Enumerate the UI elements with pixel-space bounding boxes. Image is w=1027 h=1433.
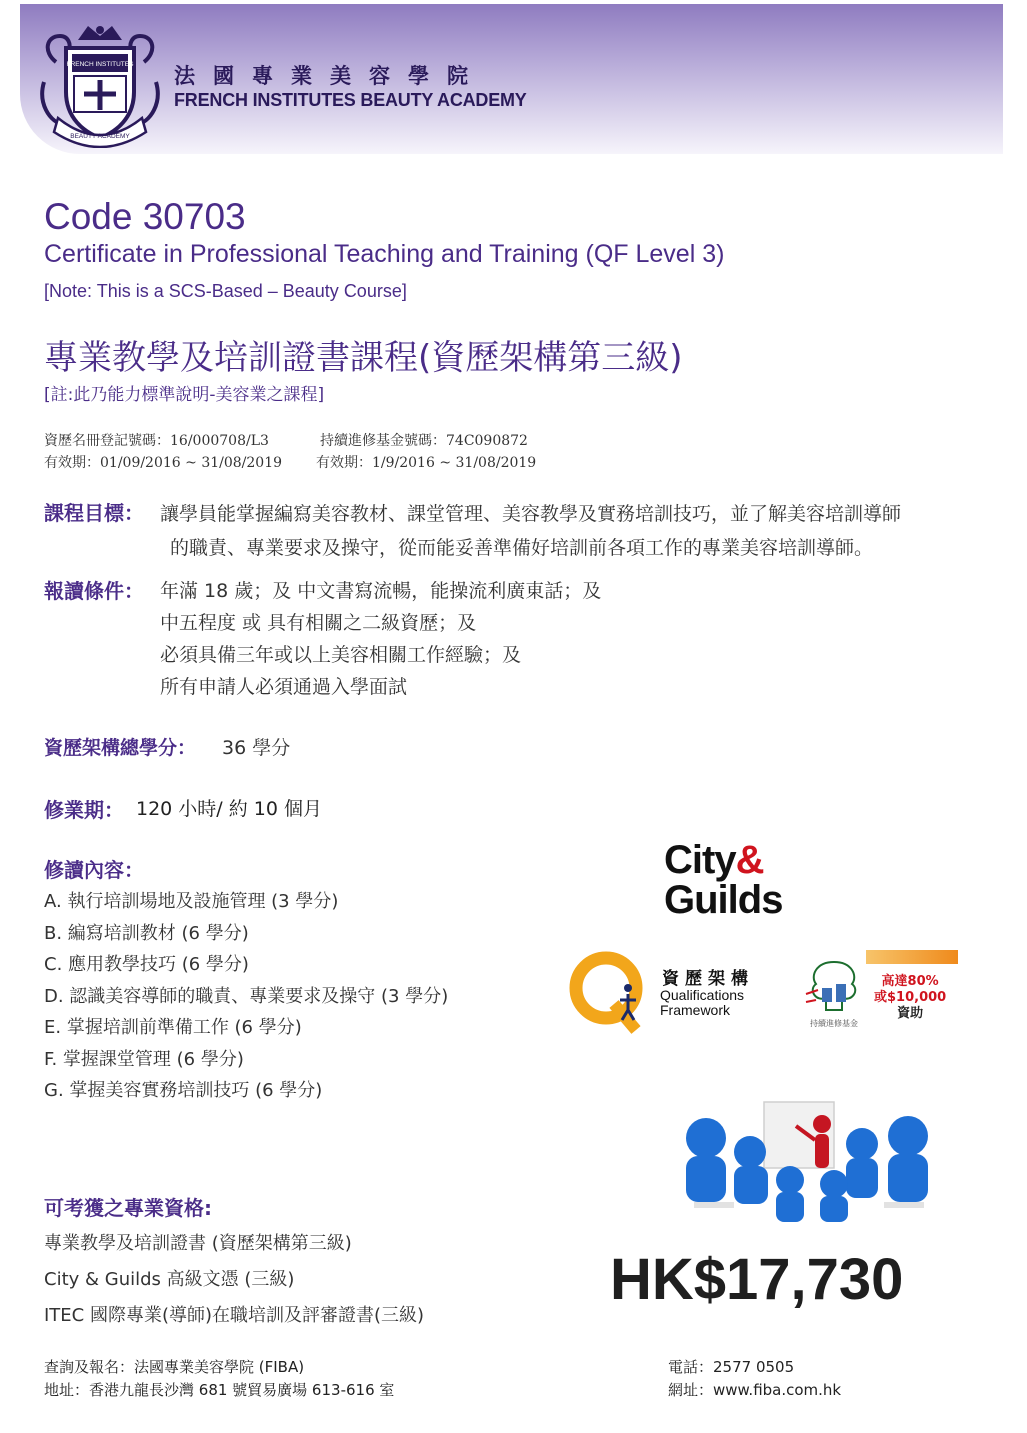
course-title-en: Certificate in Professional Teaching and Training (QF Level 3) — [44, 240, 725, 268]
module-item: B. 編寫培訓教材 (6 學分) — [44, 922, 249, 944]
footer-contact — [44, 1356, 394, 1402]
cef-tree-icon — [802, 954, 866, 1024]
cef-code: 持續進修基金號碼：74C090872 — [320, 433, 528, 449]
crest-text-bottom: BEAUTY ACADEMY — [70, 133, 130, 140]
cef-line1: 高達80% — [881, 974, 939, 989]
modules-label: 修讀內容： — [44, 858, 144, 882]
requirement-item: 中五程度 或 具有相關之二級資歷；及 — [160, 612, 477, 634]
qualifications-list — [44, 1226, 424, 1334]
qf-en-line2: Framework — [660, 1002, 731, 1018]
qualifications-label: 可考獲之專業資格: — [44, 1196, 212, 1220]
qf-q-icon — [566, 946, 658, 1036]
credits-label: 資歷架構總學分： — [44, 737, 197, 759]
phone-text: 電話：2577 0505 — [668, 1358, 795, 1376]
qf-en-line1: Qualifications — [660, 987, 745, 1003]
enquiry-text: 查詢及報名：法國專業美容學院 (FIBA) — [44, 1358, 305, 1376]
requirement-item: 所有申請人必須通過入學面試 — [160, 676, 408, 698]
crest-text-top: FRENCH INSTITUTES — [66, 61, 134, 68]
module-item: C. 應用教學技巧 (6 學分) — [44, 954, 249, 975]
course-note-en: [Note: This is a SCS-Based – Beauty Course] — [44, 281, 407, 301]
qr-registration-number: 資歷名冊登記號碼：16/000708/L3 — [44, 433, 269, 449]
qf-logo — [566, 946, 766, 1036]
website-link[interactable]: 網址：www.fiba.com.hk — [668, 1381, 842, 1399]
module-item: E. 掌握培訓前準備工作 (6 學分) — [44, 1017, 302, 1038]
qr-validity: 有效期：01/09/2016 ~ 31/08/2019 — [44, 455, 283, 471]
objective-text — [160, 497, 990, 565]
address-text: 地址：香港九龍長沙灣 681 號貿易廣場 613-616 室 — [44, 1381, 395, 1399]
cg-city: City — [664, 838, 736, 882]
city-and-guilds-logo — [664, 840, 782, 920]
requirement-item: 年滿 18 歲；及 中文書寫流暢，能操流利廣東話；及 — [160, 580, 602, 602]
qualification-item: City & Guilds 高級文憑 (三級) — [44, 1269, 295, 1290]
cef-line3: 資助 — [897, 1006, 924, 1021]
requirement-item: 必須具備三年或以上美容相關工作經驗；及 — [160, 644, 522, 666]
course-price: HK$17,730 — [610, 1247, 904, 1312]
cg-ampersand: & — [735, 838, 764, 882]
header-band — [20, 4, 1003, 154]
cef-line2: 或$10,000 — [874, 990, 947, 1005]
cef-small-text: 持續進修基金 — [810, 1019, 858, 1028]
classroom-illustration — [684, 1094, 932, 1224]
module-item: D. 認識美容導師的職責、專業要求及操守 (3 學分) — [44, 985, 449, 1007]
requirements-label: 報讀條件： — [44, 579, 144, 603]
qf-name-en — [660, 988, 744, 1018]
cg-guilds: Guilds — [664, 878, 783, 922]
requirements-list — [160, 575, 601, 703]
duration-label: 修業期： — [44, 798, 124, 822]
module-item: F. 掌握課堂管理 (6 學分) — [44, 1048, 244, 1070]
cef-validity: 有效期：1/9/2016 ~ 31/08/2019 — [316, 455, 537, 471]
modules-list — [44, 886, 448, 1107]
objective-label: 課程目標： — [44, 501, 144, 525]
module-item: G. 掌握美容實務培訓技巧 (6 學分) — [44, 1080, 323, 1101]
cef-orange-bar — [866, 950, 958, 964]
qualification-item: ITEC 國際專業(導師)在職培訓及評審證書(三級) — [44, 1305, 425, 1326]
objective-line-2: 的職責、專業要求及操守，從而能妥善準備好培訓前各項工作的專業美容培訓導師。 — [170, 537, 874, 559]
academy-name-en: FRENCH INSTITUTES BEAUTY ACADEMY — [174, 90, 527, 110]
module-item: A. 執行培訓場地及設施管理 (3 學分) — [44, 891, 339, 912]
cef-logo — [796, 944, 960, 1040]
credits-value: 36 學分 — [222, 737, 291, 759]
footer-contact-right — [668, 1356, 841, 1402]
duration-value: 120 小時/ 約 10 個月 — [136, 798, 323, 820]
academy-name-cn: 法國專業美容學院 — [174, 64, 486, 88]
course-note-cn: [註:此乃能力標準說明-美容業之課程] — [44, 385, 325, 405]
cef-subsidy-text — [874, 974, 946, 1022]
qualification-item: 專業教學及培訓證書 (資歷架構第三級) — [44, 1233, 352, 1254]
course-title-cn: 專業教學及培訓證書課程(資歷架構第三級) — [44, 338, 683, 378]
objective-line-1: 讓學員能掌握編寫美容教材、課堂管理、美容教學及實務培訓技巧，並了解美容培訓導師 — [160, 503, 902, 525]
course-code: Code 30703 — [44, 196, 246, 237]
academy-crest-logo — [38, 22, 162, 148]
qf-name-cn: 資歷架構 — [662, 969, 754, 989]
